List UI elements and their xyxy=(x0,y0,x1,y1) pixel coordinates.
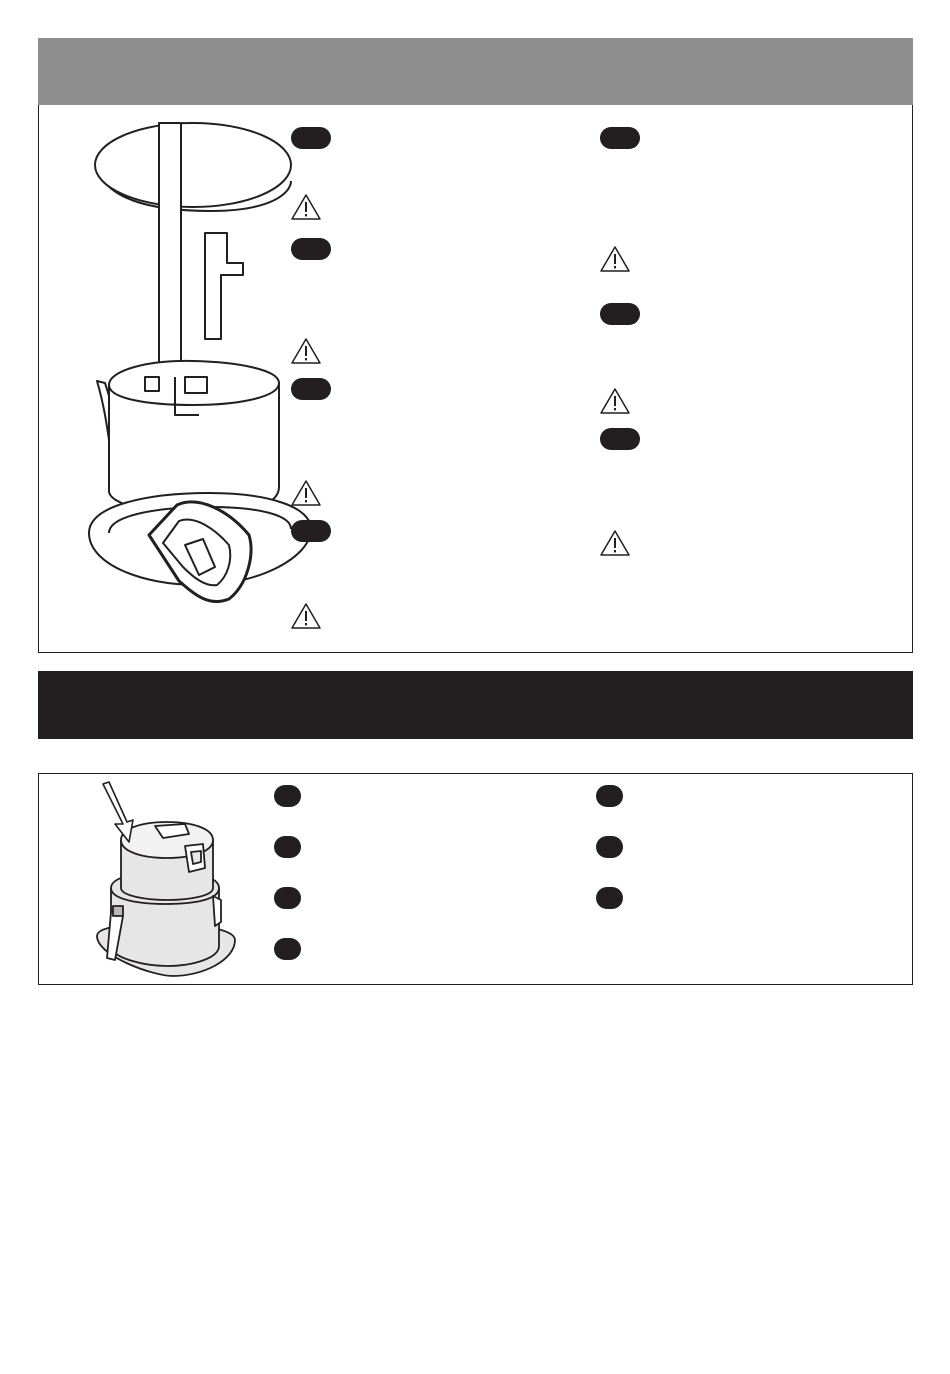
warning-triangle-icon xyxy=(599,387,631,415)
step-badge-2 xyxy=(291,238,331,260)
step-badge-7 xyxy=(600,428,640,450)
item-badge-4 xyxy=(274,938,301,960)
warning-triangle-icon xyxy=(290,193,322,221)
section-1-header-band xyxy=(38,38,913,106)
downlight-fixture-illustration xyxy=(93,780,243,980)
section-2-header-band xyxy=(38,671,913,739)
warning-triangle-icon xyxy=(599,245,631,273)
step-badge-4 xyxy=(291,520,331,542)
step-badge-6 xyxy=(600,303,640,325)
section-1-panel xyxy=(38,105,913,653)
section-2-panel xyxy=(38,773,913,985)
item-badge-6 xyxy=(596,836,623,858)
warning-triangle-icon xyxy=(290,602,322,630)
warning-triangle-icon xyxy=(290,479,322,507)
warning-triangle-icon xyxy=(290,337,322,365)
item-badge-3 xyxy=(274,887,301,909)
step-badge-1 xyxy=(291,127,331,149)
item-badge-2 xyxy=(274,836,301,858)
item-badge-5 xyxy=(596,785,623,807)
pointer-arrow-icon xyxy=(103,782,133,842)
step-badge-5 xyxy=(600,127,640,149)
downlight-removal-illustration xyxy=(79,115,319,615)
warning-triangle-icon xyxy=(599,529,631,557)
step-badge-3 xyxy=(291,378,331,400)
item-badge-1 xyxy=(274,785,301,807)
item-badge-7 xyxy=(596,887,623,909)
